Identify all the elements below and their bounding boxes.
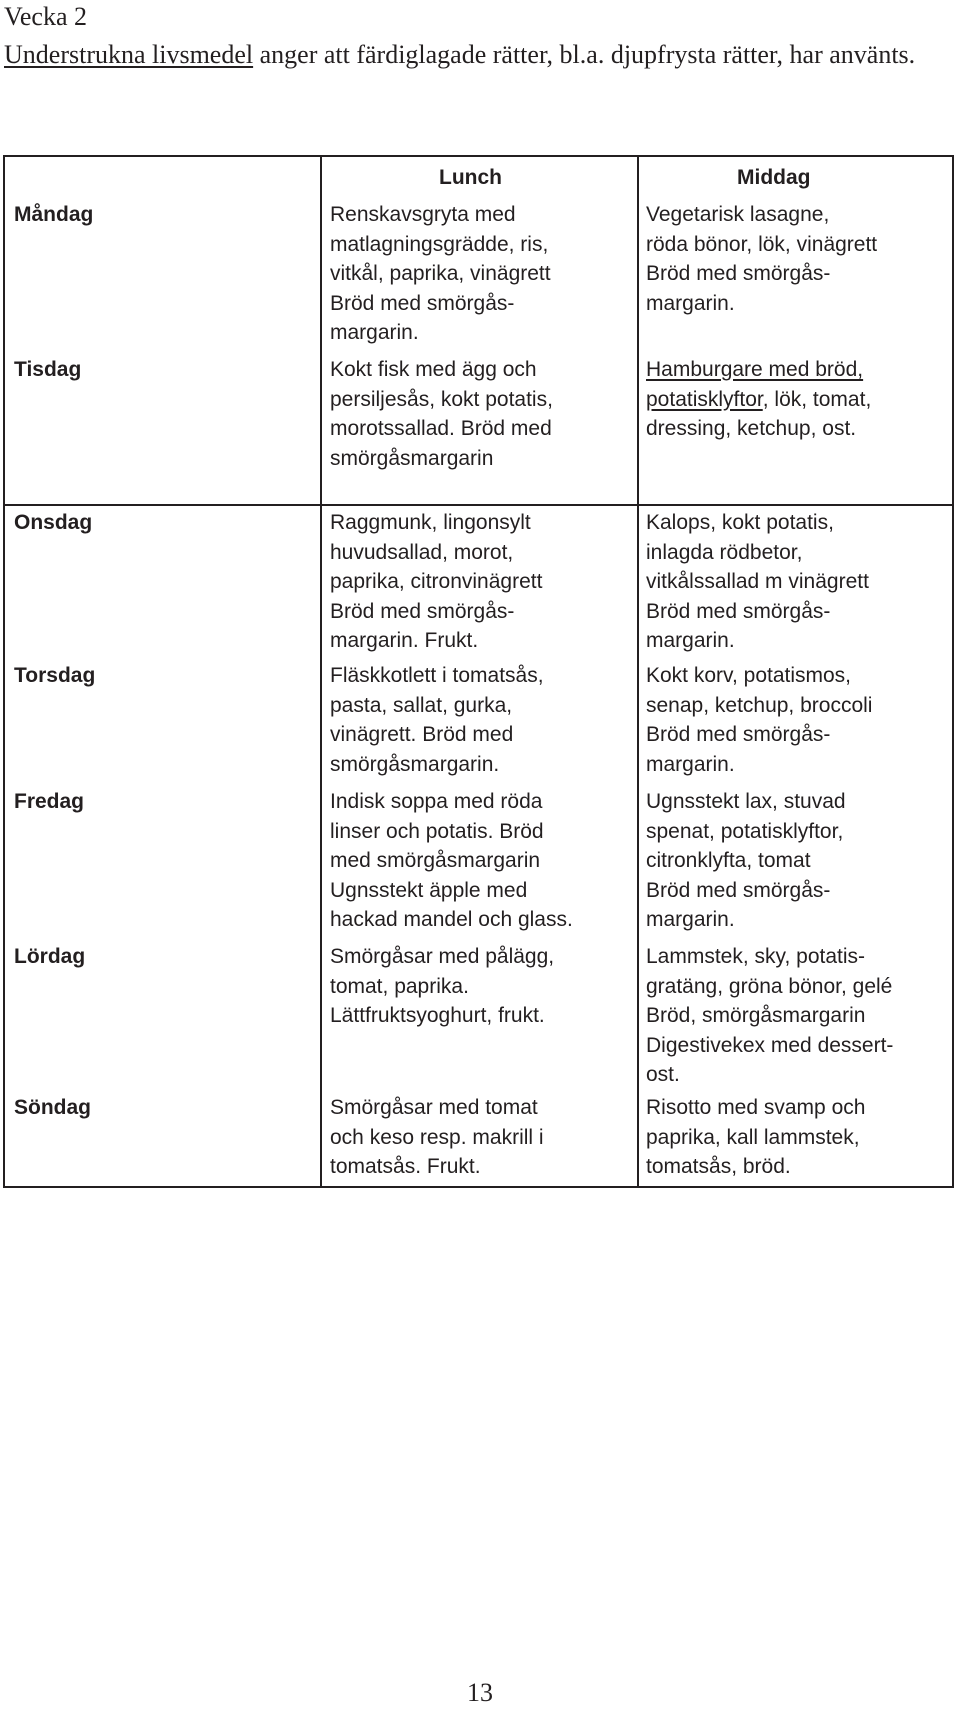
dinner-cell: Ugnsstekt lax, stuvad spenat, potatisklyftor, citronklyfta, tomat Bröd med smörgås- margarin.	[646, 790, 846, 931]
dinner-cell: Kalops, kokt potatis, inlagda rödbetor, vitkålssallad m vinägrett Bröd med smörgås- margarin.	[646, 511, 869, 652]
dinner-cell: Kokt korv, potatismos, senap, ketchup, broccoli Bröd med smörgås- margarin.	[646, 664, 873, 776]
intro-underlined-text: Understrukna livsmedel	[4, 40, 254, 69]
page-title: Vecka 2	[4, 2, 88, 31]
intro-rest-text: anger att färdiglagade rätter, bl.a. djupfrysta rätter, har använts.	[253, 40, 916, 69]
lunch-cell: Indisk soppa med röda linser och potatis. Bröd med smörgåsmargarin Ugnsstekt äpple med hackad mandel och glass.	[330, 790, 573, 931]
lunch-cell: Raggmunk, lingonsylt huvudsallad, morot, paprika, citronvinägrett Bröd med smörgås- margarin. Frukt.	[330, 511, 543, 652]
table-column-divider-2	[637, 155, 639, 1188]
table-border-bottom	[3, 1186, 954, 1188]
dinner-rest-text: , lök, tomat, dressing, ketchup, ost.	[646, 387, 872, 440]
lunch-cell: Renskavsgryta med matlagningsgrädde, ris, vitkål, paprika, vinägrett Bröd med smörgås- margarin.	[330, 203, 551, 344]
day-label: Måndag	[14, 203, 94, 226]
table-border-top	[3, 155, 954, 157]
dinner-cell: Vegetarisk lasagne, röda bönor, lök, vinägrett Bröd med smörgås- margarin.	[646, 203, 878, 315]
header-dinner: Middag	[737, 166, 811, 189]
table-divider	[3, 504, 954, 506]
day-label: Tisdag	[14, 358, 82, 381]
day-label: Fredag	[14, 790, 85, 813]
lunch-cell: Smörgåsar med tomat och keso resp. makrill i tomatsås. Frukt.	[330, 1096, 544, 1178]
table-border-left	[3, 155, 5, 1188]
lunch-cell: Kokt fisk med ägg och persiljesås, kokt potatis, morotssallad. Bröd med smörgåsmargarin	[330, 358, 553, 470]
table-column-divider-1	[320, 155, 322, 1188]
day-label: Söndag	[14, 1096, 91, 1119]
menu-table	[3, 155, 954, 1187]
dinner-cell	[646, 355, 946, 444]
page-number: 13	[467, 1678, 493, 1707]
header-lunch: Lunch	[439, 166, 502, 189]
dinner-cell: Lammstek, sky, potatis- gratäng, gröna bönor, gelé Bröd, smörgåsmargarin Digestivekex med dessert- ost.	[646, 945, 894, 1086]
table-border-right	[952, 155, 954, 1188]
day-label: Torsdag	[14, 664, 96, 687]
lunch-cell: Fläskkotlett i tomatsås, pasta, sallat, gurka, vinägrett. Bröd med smörgåsmargarin.	[330, 664, 544, 776]
dinner-cell: Risotto med svamp och paprika, kall lammstek, tomatsås, bröd.	[646, 1096, 866, 1178]
lunch-cell: Smörgåsar med pålägg, tomat, paprika. Lättfruktsyoghurt, frukt.	[330, 945, 555, 1027]
intro-text	[4, 36, 944, 74]
dinner-underlined-text: Hamburgare med bröd, potatisklyftor	[646, 358, 864, 411]
day-label: Onsdag	[14, 511, 93, 534]
day-label: Lördag	[14, 945, 86, 968]
